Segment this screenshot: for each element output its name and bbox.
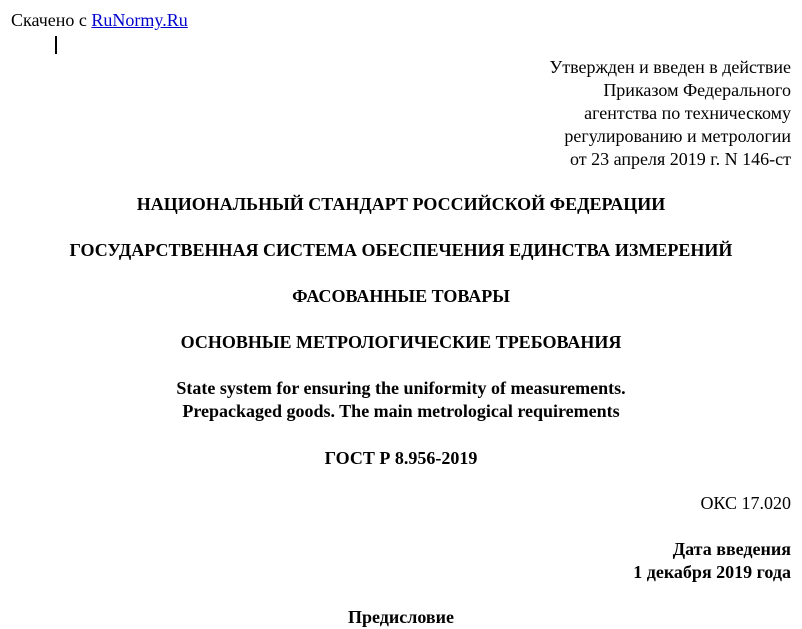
introduction-date-block (633, 538, 791, 584)
english-title-line: State system for ensuring the uniformity of measurements. (176, 378, 626, 398)
oks-code: ОКС 17.020 (700, 493, 791, 513)
approval-line: Приказом Федерального (603, 80, 791, 100)
gost-number: ГОСТ Р 8.956-2019 (324, 448, 478, 468)
approval-line: Утвержден и введен в действие (549, 57, 791, 77)
introduction-date-label: Дата введения (672, 539, 791, 559)
runormy-link[interactable]: RuNormy.Ru (91, 10, 188, 30)
heading-prepackaged-goods: ФАСОВАННЫЕ ТОВАРЫ (292, 286, 510, 306)
introduction-date-value: 1 декабря 2019 года (633, 562, 791, 582)
text-cursor (55, 36, 57, 54)
english-title-line: Prepackaged goods. The main metrological requirements (182, 401, 620, 421)
approval-line: агентства по техническому (584, 103, 791, 123)
english-title (0, 377, 802, 423)
heading-measurement-system: ГОСУДАРСТВЕННАЯ СИСТЕМА ОБЕСПЕЧЕНИЯ ЕДИНСТВА ИЗМЕРЕНИЙ (69, 240, 733, 260)
heading-national-standard: НАЦИОНАЛЬНЫЙ СТАНДАРТ РОССИЙСКОЙ ФЕДЕРАЦИИ (136, 194, 666, 214)
approval-block (391, 56, 791, 171)
foreword-heading: Предисловие (348, 607, 454, 627)
source-prefix: Скачено с (11, 10, 92, 30)
approval-line: от 23 апреля 2019 г. N 146-ст (570, 149, 791, 169)
source-line (11, 9, 188, 32)
heading-metrological-requirements: ОСНОВНЫЕ МЕТРОЛОГИЧЕСКИЕ ТРЕБОВАНИЯ (180, 332, 622, 352)
approval-line: регулированию и метрологии (564, 126, 791, 146)
